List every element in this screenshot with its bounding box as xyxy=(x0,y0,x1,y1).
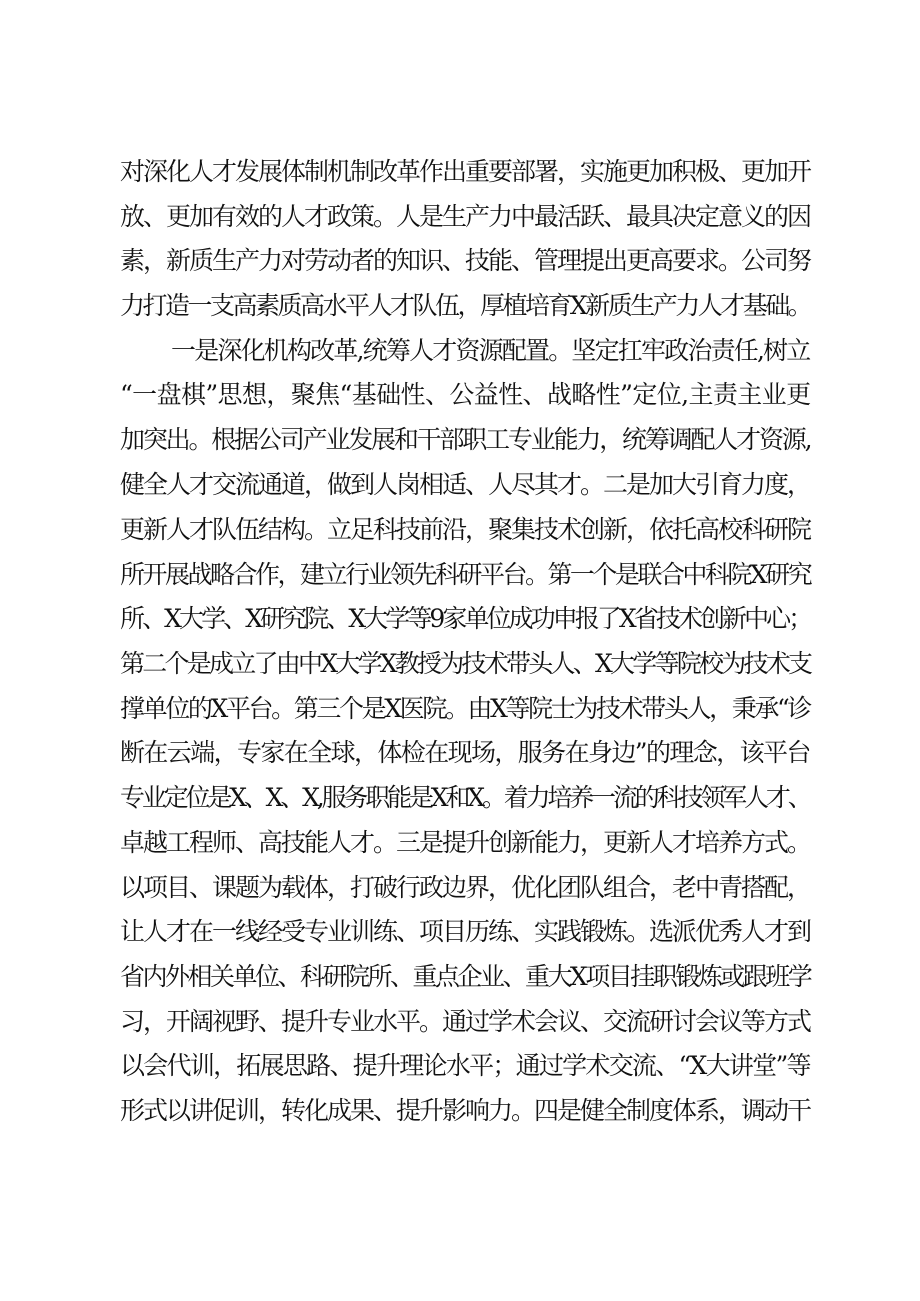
text-line: 卓越工程师、高技能人才。三是提升创新能力，更新人才培养方式。 xyxy=(120,828,811,857)
text-line: 所开展战略合作，建立行业领先科研平台。第一个是联合中科院X研究 xyxy=(120,560,811,589)
text-line: 专业定位是X、X、X,服务职能是X和X。着力培养一流的科技领军人才、 xyxy=(120,783,810,812)
text-line: 让人才在一线经受专业训练、项目历练、实践锻炼。选派优秀人才到 xyxy=(120,917,811,946)
text-line: 加突出。根据公司产业发展和干部职工专业能力，统筹调配人才资源, xyxy=(120,425,811,454)
text-line: 素，新质生产力对劳动者的知识、技能、管理提出更高要求。公司努 xyxy=(120,246,811,275)
text-line: 力打造一支高素质高水平人才队伍，厚植培育X新质生产力人才基础。 xyxy=(120,291,811,320)
text-line: 以项目、课题为载体，打破行政边界，优化团队组合，老中青搭配， xyxy=(120,873,811,902)
text-line: 放、更加有效的人才政策。人是生产力中最活跃、最具决定意义的因 xyxy=(120,202,811,231)
text-line: 习，开阔视野、提升专业水平。通过学术会议、交流研讨会议等方式 xyxy=(120,1007,811,1036)
text-line: 形式以讲促训，转化成果、提升影响力。四是健全制度体系，调动干 xyxy=(120,1096,811,1125)
text-line: 所、X大学、X研究院、X大学等9家单位成功申报了X省技术创新中心； xyxy=(120,604,811,633)
text-line: “一盘棋”思想，聚焦“基础性、公益性、战略性”定位,主责主业更 xyxy=(120,380,811,409)
text-line: 健全人才交流通道，做到人岗相适、人尽其才。二是加大引育力度， xyxy=(120,470,811,499)
text-line: 省内外相关单位、科研院所、重点企业、重大X项目挂职锻炼或跟班学 xyxy=(120,962,811,991)
text-line: 断在云端，专家在全球，体检在现场，服务在身边”的理念，该平台 xyxy=(120,738,810,767)
text-line: 撑单位的X平台。第三个是X医院。由X等院士为技术带头人，秉承“诊 xyxy=(120,694,810,723)
text-line: 第二个是成立了由中X大学X教授为技术带头人、X大学等院校为技术支 xyxy=(120,649,811,678)
text-line: 一是深化机构改革,统筹人才资源配置。坚定扛牢政治责任,树立 xyxy=(171,336,810,365)
text-line: 以会代训，拓展思路、提升理论水平；通过学术交流、“X大讲堂”等 xyxy=(120,1051,810,1080)
text-line: 对深化人才发展体制机制改革作出重要部署，实施更加积极、更加开 xyxy=(120,157,811,186)
text-line: 更新人才队伍结构。立足科技前沿，聚集技术创新，依托高校科研院 xyxy=(120,515,811,544)
